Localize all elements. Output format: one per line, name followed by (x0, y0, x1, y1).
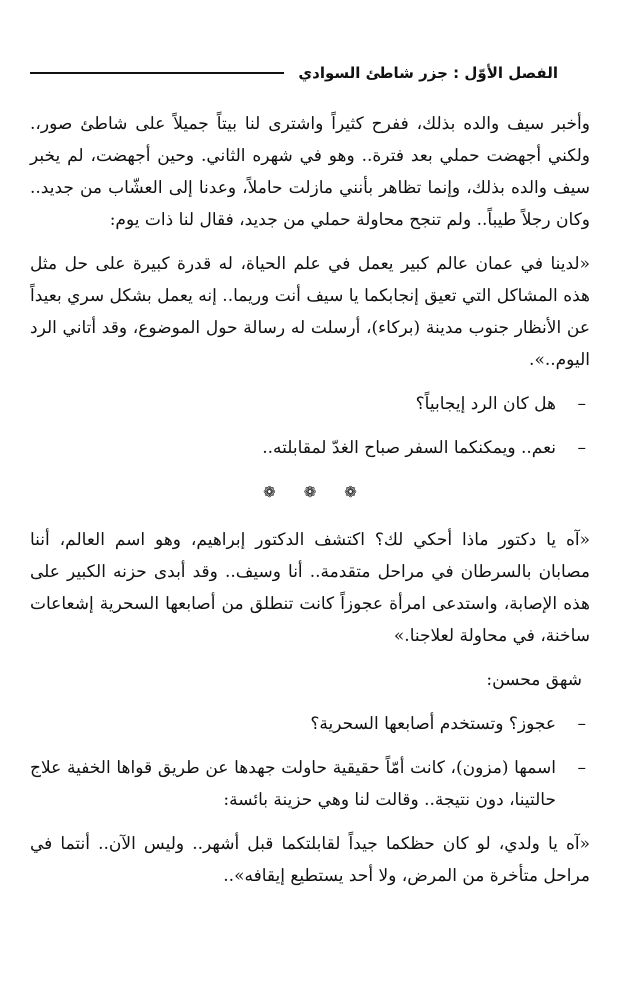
dialogue-dash: – (577, 758, 586, 778)
dialogue-line (30, 388, 590, 420)
running-head (30, 58, 558, 88)
dialogue-line (30, 708, 590, 740)
dialogue-text: هل كان الرد إيجابياً؟ (415, 394, 556, 414)
dialogue-dash: – (577, 394, 586, 414)
quoted-paragraph: «آه يا ولدي، لو كان حظكما جيداً لقابلتكما قبل أشهر.. وليس الآن.. أنتما في مراحل متأخرة من المرض، ولا أحد يستطيع إيقافه».. (30, 834, 590, 886)
chapter-title: الفصل الأوّل : جزر شاطئ السوادي (298, 64, 558, 82)
flower-ornament-icon: ❁ (344, 483, 357, 501)
paragraph: وأخبر سيف والده بذلك، ففرح كثيراً واشترى لنا بيتاً جميلاً على شاطئ صور،. ولكني أجهضت حملي بعد فترة.. وهو في شهره الثاني. وحين أجهضت، لم يخبر سيف والده بذلك، وإنما تظاهر بأنني مازلت حاملاً، وعدنا إلى العشّاب من جديد.. وكان رجلاً طيباً.. ولم تنجح محاولة حملي من جديد، فقال لنا ذات يوم: (30, 114, 590, 230)
dialogue-text: نعم.. ويمكنكما السفر صباح الغدّ لمقابلته.. (262, 438, 556, 458)
speaker-line: شهق محسن: (486, 670, 582, 690)
dialogue-dash: – (577, 438, 586, 458)
dialogue-text: عجوز؟ وتستخدم أصابعها السحرية؟ (310, 714, 556, 734)
body-text (30, 108, 590, 904)
dialogue-line (30, 752, 590, 816)
header-rule (30, 72, 284, 74)
dialogue-text: اسمها (مزون)، كانت أمّاً حقيقية حاولت جهدها عن طريق قواها الخفية علاج حالتينا، دون نتيجة.. وقالت لنا وهي حزينة بائسة: (30, 758, 556, 810)
dialogue-line (30, 432, 590, 464)
dialogue-dash: – (577, 714, 586, 734)
quoted-paragraph: «آه يا دكتور ماذا أحكي لك؟ اكتشف الدكتور إبراهيم، وهو اسم العالم، أننا مصابان بالسرطان في مراحل متقدمة.. أنا وسيف.. وقد أبدى حزنه الكبير على هذه الإصابة، واستدعى امرأة عجوزاً كانت تنطلق من أصابعها السحرية إشعاعات ساخنة، في محاولة لعلاجنا.» (30, 530, 590, 646)
quoted-paragraph: «لدينا في عمان عالم كبير يعمل في علم الحياة، له قدرة كبيرة على حل مثل هذه المشاكل التي تعيق إنجابكما يا سيف أنت وريما.. إنه يعمل بشكل سري بعيداً عن الأنظار جنوب مدينة (بركاء)، أرسلت له رسالة حول الموضوع، وقد أتاني الرد اليوم..». (30, 254, 590, 370)
section-break-ornament (30, 476, 590, 508)
flower-ornament-icon: ❁ (263, 483, 276, 501)
flower-ornament-icon: ❁ (303, 483, 317, 501)
